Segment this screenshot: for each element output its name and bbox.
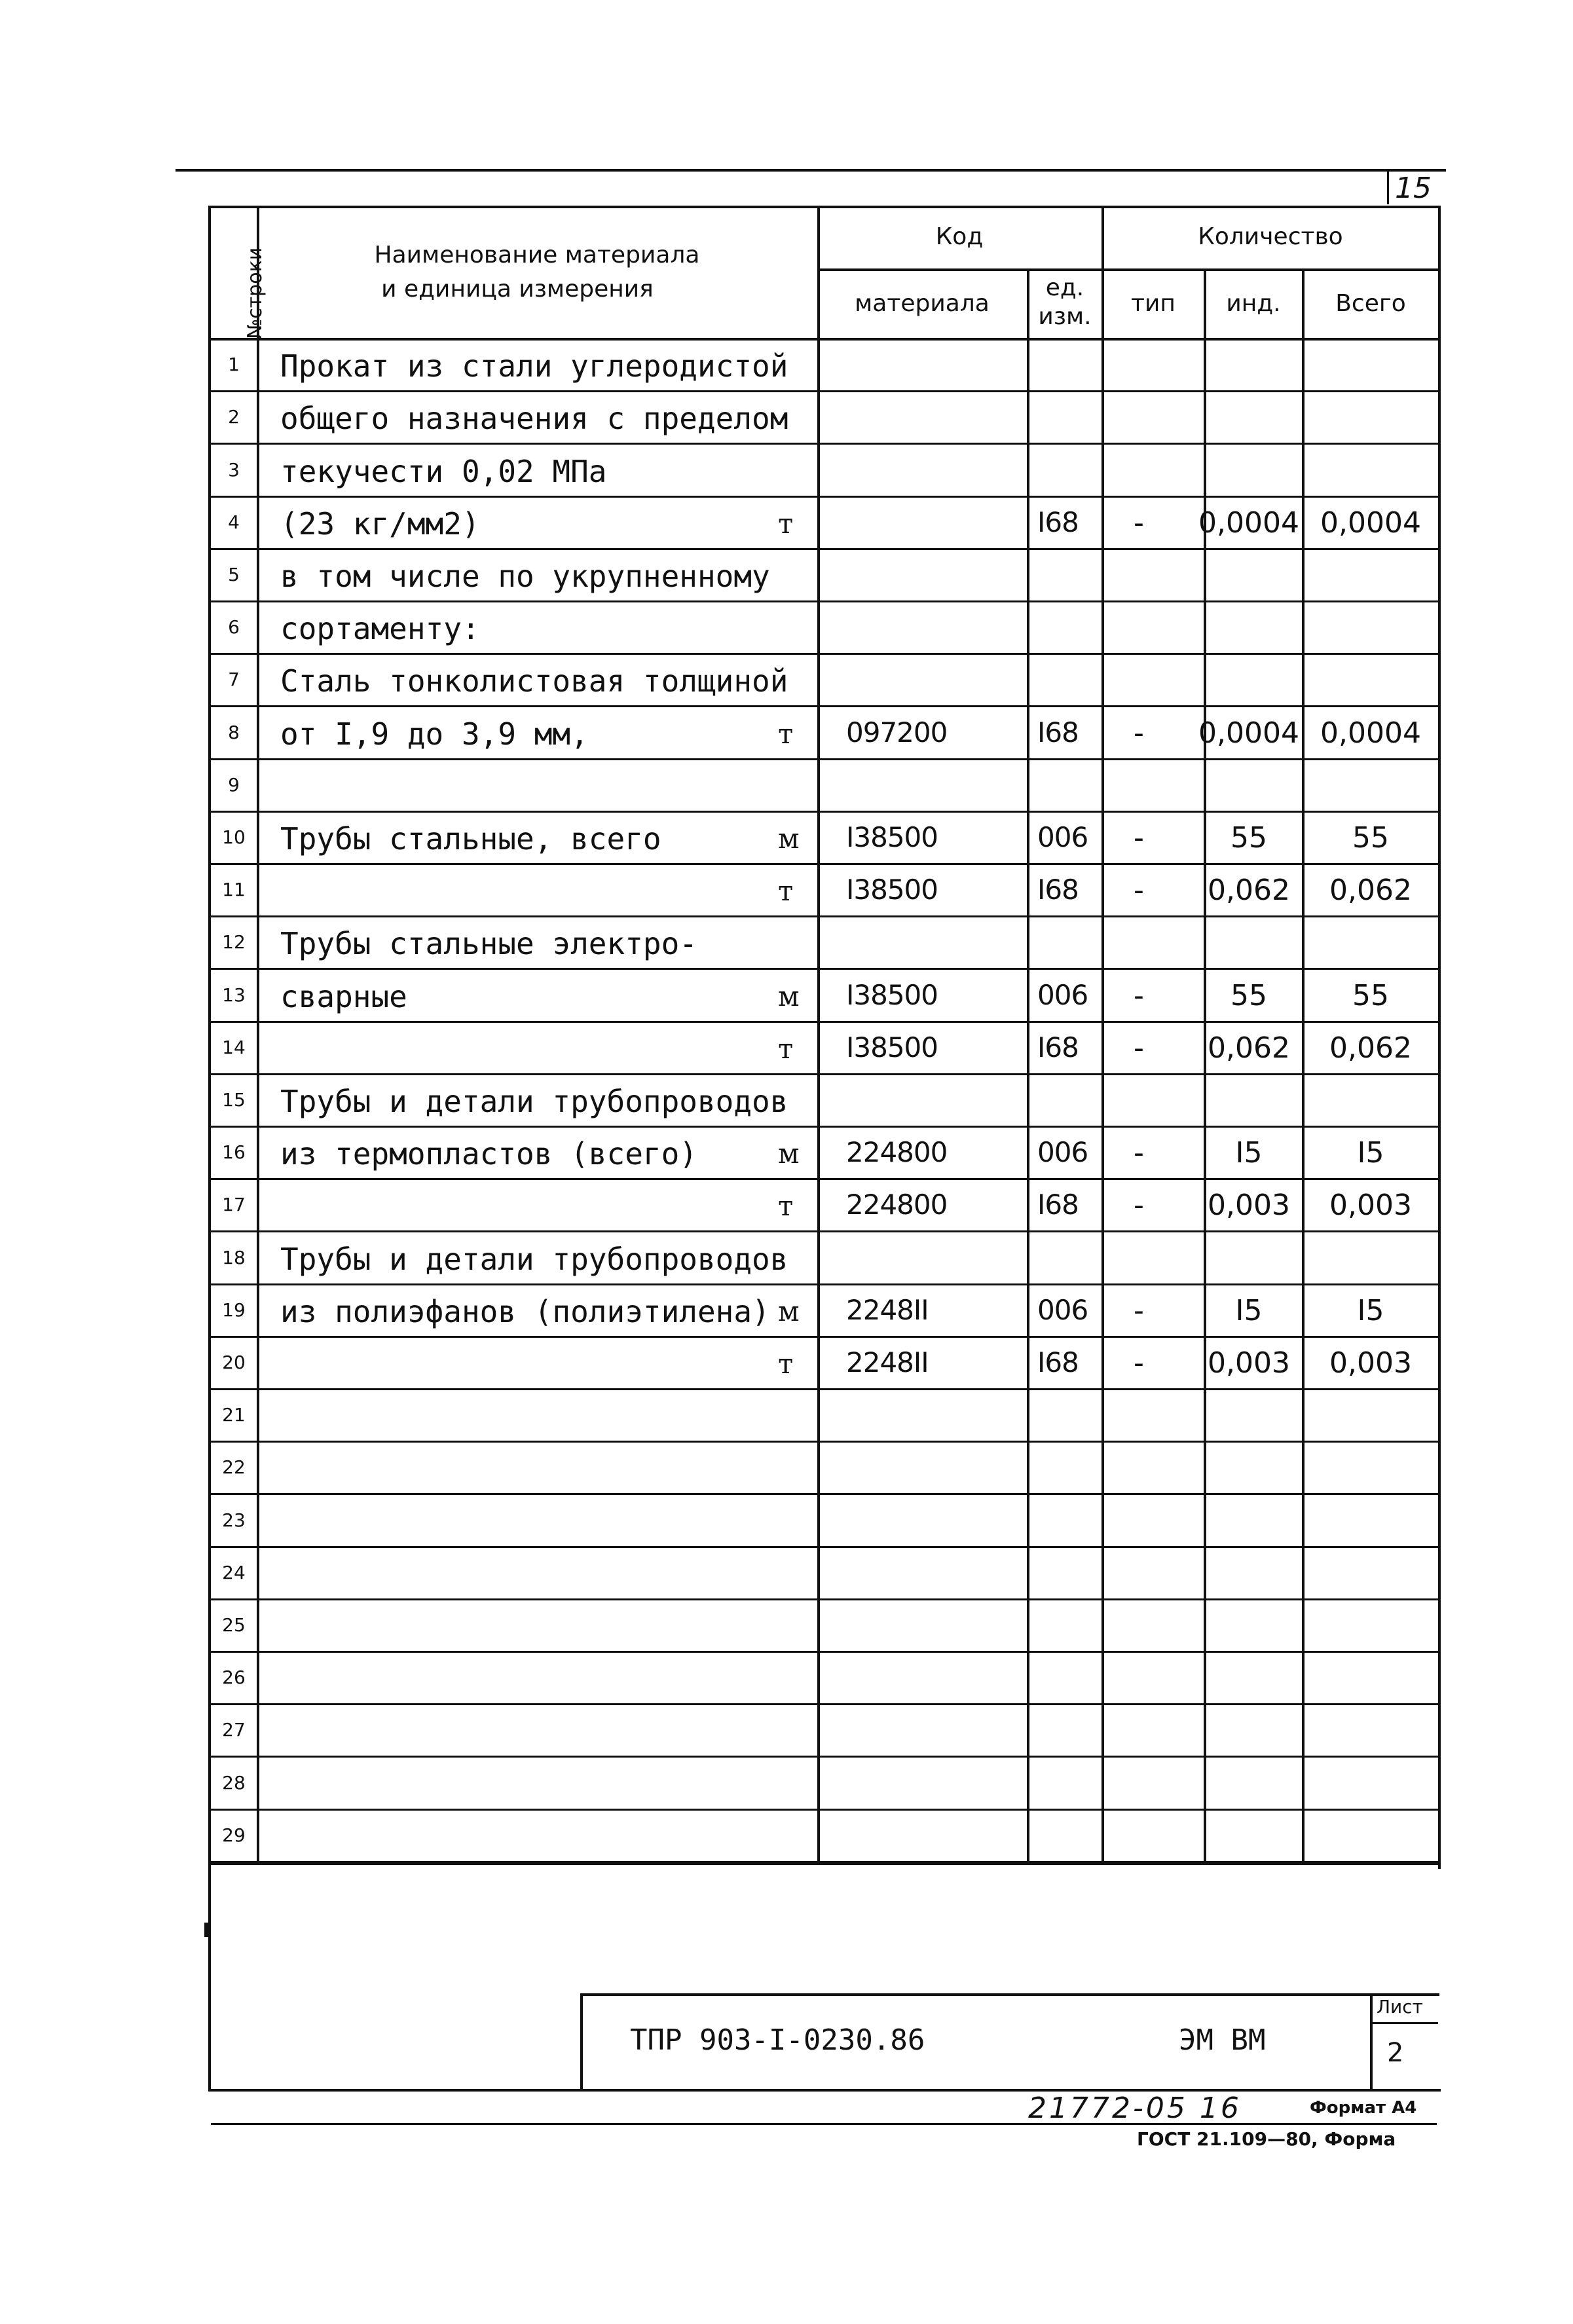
header-name-line2: и единица измерения <box>381 276 654 303</box>
row-qty-type: - <box>1134 979 1144 1012</box>
row-qty-type: - <box>1134 874 1144 907</box>
row-rule <box>211 1493 1438 1495</box>
row-unit-code: I68 <box>1037 506 1079 538</box>
row-qty-total: 55 <box>1352 821 1389 855</box>
row-unit-code: 006 <box>1037 1136 1088 1168</box>
row-unit: т <box>778 1348 794 1380</box>
row-unit: т <box>778 875 794 907</box>
row-rule <box>211 1809 1438 1811</box>
row-qty-type: - <box>1134 1294 1144 1327</box>
header-subgroup-rule <box>817 268 1438 271</box>
row-number: 22 <box>222 1456 246 1478</box>
row-material-code: I38500 <box>846 1031 938 1063</box>
margin-tick <box>204 1923 210 1937</box>
row-material-name: (23 кг/мм2) <box>280 506 480 542</box>
inventory-number: 21772-05 16 <box>1028 2092 1242 2125</box>
row-rule <box>211 1336 1438 1338</box>
row-qty-type: - <box>1134 821 1144 855</box>
row-number: 29 <box>222 1824 246 1846</box>
row-rule <box>211 1598 1438 1600</box>
row-material-name: Трубы стальные, всего <box>280 821 661 857</box>
row-material-name: в том числе по укрупненному <box>280 559 770 594</box>
header-row-number: №строки <box>244 247 267 339</box>
row-qty-total: I5 <box>1357 1294 1384 1327</box>
row-number: 24 <box>222 1562 246 1583</box>
row-unit-code: 006 <box>1037 821 1088 853</box>
header-code-unit-line1: ед. <box>1045 274 1084 301</box>
row-unit-code: I68 <box>1037 1189 1079 1221</box>
title-block-sheet-sep <box>1370 1993 1373 2090</box>
row-rule <box>211 600 1438 602</box>
header-qty-type: тип <box>1131 290 1175 317</box>
col-sep-name <box>817 206 820 1862</box>
row-rule <box>211 1021 1438 1023</box>
row-qty-total: 0,003 <box>1329 1346 1412 1380</box>
footer-rule <box>211 2123 1437 2125</box>
row-material-name: Трубы стальные электро- <box>280 926 697 961</box>
row-qty-ind: 0,062 <box>1208 874 1290 907</box>
row-number: 19 <box>222 1299 246 1321</box>
row-number: 18 <box>222 1247 246 1268</box>
row-number: 27 <box>222 1719 246 1741</box>
row-rule <box>211 1073 1438 1075</box>
row-number: 10 <box>222 826 246 848</box>
row-qty-ind: 0,0004 <box>1198 716 1299 750</box>
row-qty-type: - <box>1134 506 1144 540</box>
row-number: 7 <box>228 669 240 690</box>
gost-label: ГОСТ 21.109—80, Форма <box>1137 2128 1396 2150</box>
header-qty-total: Всего <box>1335 290 1406 317</box>
row-material-name: текучести 0,02 МПа <box>280 454 607 489</box>
row-material-name: Прокат из стали углеродистой <box>280 348 788 384</box>
row-number: 1 <box>228 354 240 375</box>
row-qty-ind: 0,003 <box>1208 1346 1290 1380</box>
row-rule <box>211 1703 1438 1705</box>
table-top-border <box>208 206 1441 208</box>
row-unit: м <box>778 822 800 855</box>
title-block-bottom-rule <box>208 2089 1441 2092</box>
row-unit-code: I68 <box>1037 874 1079 906</box>
title-block-sheet-rule <box>1370 2022 1438 2024</box>
row-rule <box>211 1178 1438 1180</box>
row-material-name: Трубы и детали трубопроводов <box>280 1084 788 1119</box>
row-unit-code: 006 <box>1037 1294 1088 1326</box>
row-rule <box>211 1283 1438 1285</box>
row-qty-total: 0,003 <box>1329 1189 1412 1222</box>
row-number: 16 <box>222 1141 246 1163</box>
row-unit: м <box>778 1295 800 1327</box>
col-sep-code <box>1027 270 1029 1862</box>
row-number: 15 <box>222 1089 246 1111</box>
row-rule <box>211 1651 1438 1653</box>
sheet-number: 2 <box>1387 2038 1404 2068</box>
row-rule <box>211 863 1438 865</box>
row-qty-total: 0,062 <box>1329 874 1412 907</box>
row-material-code: 224800 <box>846 1136 948 1168</box>
header-qty-group: Количество <box>1198 223 1343 250</box>
table-right-border <box>1438 206 1441 1869</box>
row-rule <box>211 1546 1438 1548</box>
row-material-code: I38500 <box>846 979 938 1011</box>
row-material-name: от I,9 до 3,9 мм, <box>280 716 589 752</box>
row-qty-ind: I5 <box>1235 1136 1263 1170</box>
header-qty-ind: инд. <box>1226 290 1281 317</box>
row-rule <box>211 758 1438 760</box>
header-name-line1: Наименование материала <box>374 242 700 268</box>
row-unit-code: I68 <box>1037 716 1079 748</box>
row-qty-total: 55 <box>1352 979 1389 1012</box>
document-section: ЭМ ВМ <box>1179 2023 1266 2057</box>
row-qty-total: 0,0004 <box>1320 506 1421 540</box>
row-number: 21 <box>222 1404 246 1426</box>
row-rule <box>211 548 1438 550</box>
row-qty-ind: 55 <box>1231 979 1267 1012</box>
row-material-name: Сталь тонколистовая толщиной <box>280 663 788 699</box>
row-rule <box>211 653 1438 655</box>
row-material-name: сварные <box>280 979 407 1014</box>
row-unit: т <box>778 1033 794 1065</box>
row-number: 17 <box>222 1194 246 1215</box>
row-unit-code: I68 <box>1037 1031 1079 1063</box>
row-rule <box>211 496 1438 498</box>
row-rule <box>211 1441 1438 1443</box>
row-number: 14 <box>222 1037 246 1058</box>
row-unit: м <box>778 980 800 1012</box>
row-material-name: из полиэфанов (полиэтилена) <box>280 1294 770 1329</box>
header-code-material: материала <box>855 290 990 317</box>
row-material-name: сортаменту: <box>280 611 480 646</box>
row-material-code: 2248II <box>846 1294 929 1326</box>
row-number: 28 <box>222 1772 246 1794</box>
row-number: 23 <box>222 1509 246 1531</box>
row-number: 2 <box>228 406 240 428</box>
row-material-code: 224800 <box>846 1189 948 1221</box>
row-qty-type: - <box>1134 1346 1144 1380</box>
row-rule <box>211 390 1438 392</box>
row-number: 8 <box>228 722 240 743</box>
header-code-unit-line2: изм. <box>1038 303 1092 330</box>
row-qty-ind: 0,0004 <box>1198 506 1299 540</box>
row-number: 25 <box>222 1614 246 1636</box>
row-number: 3 <box>228 459 240 481</box>
row-rule <box>211 1388 1438 1390</box>
row-qty-ind: 0,062 <box>1208 1031 1290 1065</box>
row-number: 13 <box>222 984 246 1006</box>
row-number: 9 <box>228 774 240 796</box>
row-unit: т <box>778 507 794 540</box>
row-rule <box>211 1126 1438 1128</box>
page-number: 15 <box>1395 172 1432 205</box>
row-number: 26 <box>222 1667 246 1688</box>
row-number: 5 <box>228 564 240 585</box>
format-label: Формат А4 <box>1310 2098 1417 2118</box>
row-unit: т <box>778 718 794 750</box>
row-material-name: общего назначения с пределом <box>280 401 788 436</box>
row-material-code: I38500 <box>846 821 938 853</box>
row-rule <box>211 705 1438 707</box>
row-number: 20 <box>222 1352 246 1373</box>
document-code: ТПР 903-I-0230.86 <box>630 2023 925 2057</box>
row-rule <box>211 811 1438 813</box>
row-material-name: из термопластов (всего) <box>280 1136 697 1171</box>
row-material-code: 097200 <box>846 716 948 748</box>
row-qty-type: - <box>1134 1189 1144 1222</box>
row-qty-ind: 0,003 <box>1208 1189 1290 1222</box>
row-material-name: Трубы и детали трубопроводов <box>280 1242 788 1277</box>
row-qty-type: - <box>1134 716 1144 750</box>
row-qty-total: I5 <box>1357 1136 1384 1170</box>
row-rule <box>211 968 1438 970</box>
row-unit: м <box>778 1137 800 1170</box>
sheet-label: Лист <box>1377 1996 1423 2018</box>
table-bottom-rule <box>208 1862 1441 1865</box>
row-number: 11 <box>222 879 246 900</box>
row-rule <box>211 1230 1438 1232</box>
header-code-group: Код <box>935 223 984 250</box>
row-unit: т <box>778 1190 794 1222</box>
row-rule <box>211 1756 1438 1758</box>
header-bottom-rule <box>208 338 1438 341</box>
row-number: 6 <box>228 616 240 638</box>
row-qty-type: - <box>1134 1031 1144 1065</box>
row-material-code: I38500 <box>846 874 938 906</box>
row-qty-ind: I5 <box>1235 1294 1263 1327</box>
col-sep-rownum <box>257 206 259 1862</box>
row-rule <box>211 915 1438 917</box>
row-qty-type: - <box>1134 1136 1144 1170</box>
row-unit-code: 006 <box>1037 979 1088 1011</box>
row-number: 4 <box>228 511 240 533</box>
page-number-divider <box>1387 170 1389 204</box>
row-unit-code: I68 <box>1037 1346 1079 1378</box>
top-rule <box>176 169 1446 172</box>
row-rule <box>211 443 1438 445</box>
row-material-code: 2248II <box>846 1346 929 1378</box>
row-qty-total: 0,0004 <box>1320 716 1421 750</box>
row-number: 12 <box>222 931 246 953</box>
row-qty-total: 0,062 <box>1329 1031 1412 1065</box>
row-qty-ind: 55 <box>1231 821 1267 855</box>
